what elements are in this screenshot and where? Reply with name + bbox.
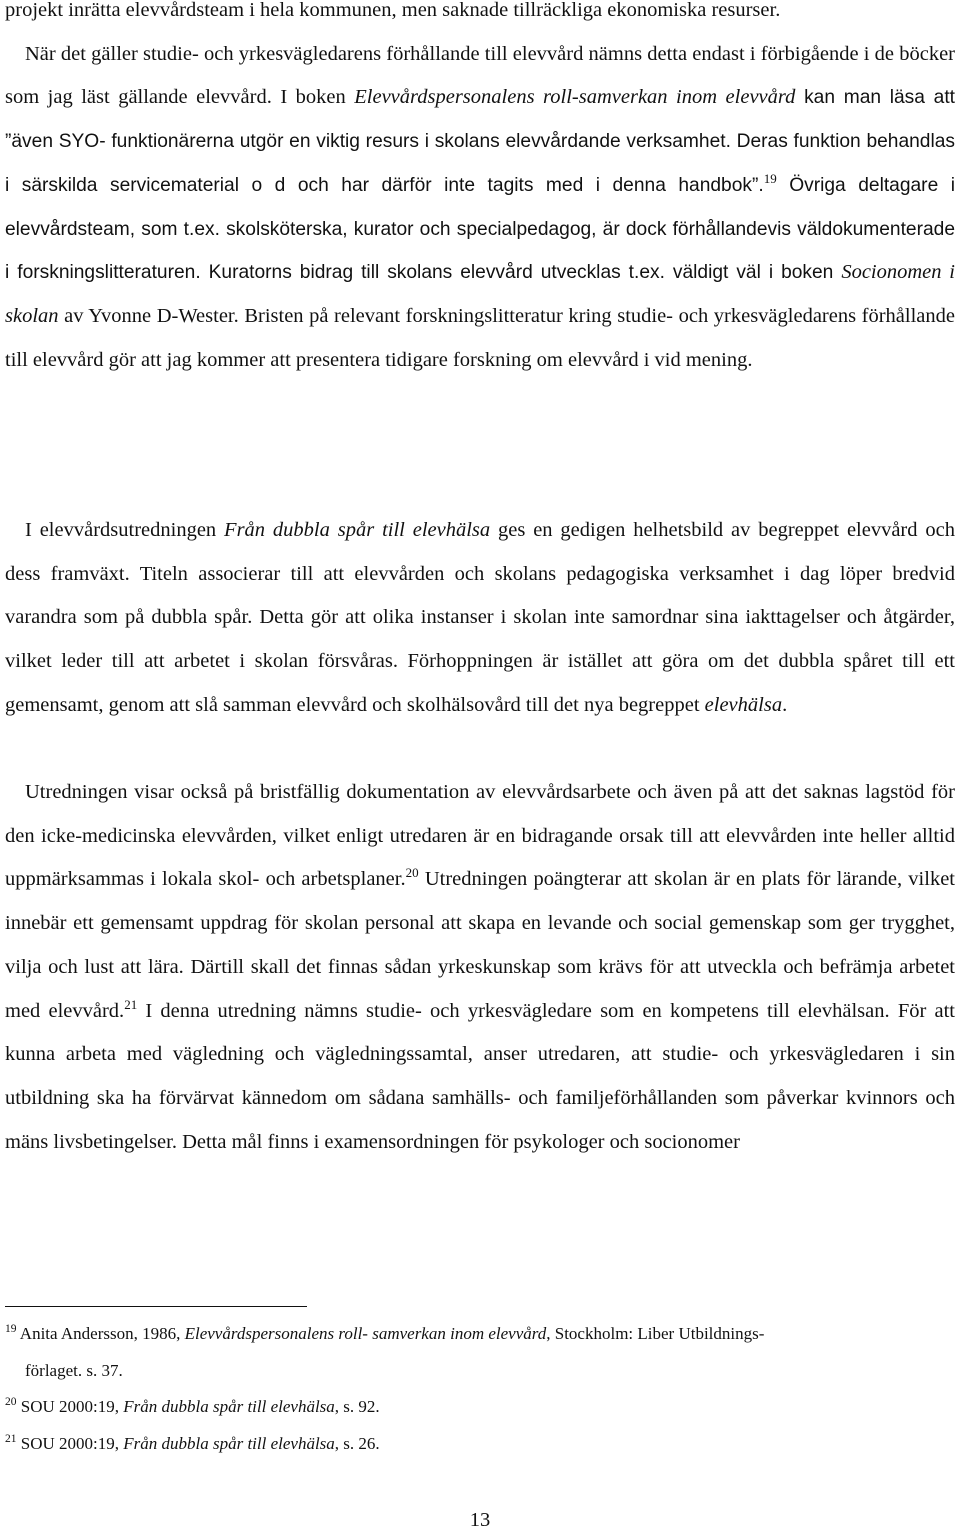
body-paragraph-1 (5, 0, 955, 382)
text-run: I denna utredning nämns studie- och yrkesvägledare som en kompetens till elevhälsan. För att kunna arbeta med vägledning och vägledningssamtal, anser utredaren, att studie- och yrkesvägledaren i sin utbildning ska ha förvärvat kännedom om sådana samhälls- och familjeförhållanden som påverkar kvinnors och mäns livsbetingelser. Detta mål finns i examensordningen för psykologer och socionomer (5, 999, 955, 1153)
text-run: SOU 2000:19, (16, 1433, 124, 1453)
body-paragraph-3 (5, 771, 955, 1164)
footnote-reference: 21 (124, 996, 138, 1012)
footnotes (5, 1316, 955, 1462)
footnote-reference: 19 (763, 170, 777, 186)
text-run: Utredningen visar också på bristfällig dokumentation av elevvårdsarbete och även på att det saknas lagstöd för den icke-medicinska elevvården, vilket enligt utredaren är en bidragande orsak till att elevvården inte heller alltid uppmärksammas i lokala skol- och arbetsplaner. (5, 781, 955, 891)
footnote-21 (5, 1426, 955, 1463)
footnote-separator (5, 1306, 307, 1307)
footnote-text (17, 1397, 380, 1416)
text-run: projekt inrätta elevvårdsteam i hela kommunen, men saknade tillräckliga ekonomiska resurser. (5, 0, 781, 21)
body-paragraph-2 (5, 509, 955, 728)
italic-title: Från dubbla spår till elevhälsa (224, 519, 491, 541)
text-run: kan man läsa att ”även SYO- funktionärerna utgör en viktig resurs i skolans elevvårdande verksamhet. Deras funktion behandlas i särskilda servicematerial o d och har därför inte tagits med i denna handbok”. (5, 87, 955, 196)
text-run: SOU 2000:19, (16, 1397, 124, 1416)
page-number: 13 (469, 1509, 491, 1531)
footnote-number: 20 (5, 1396, 17, 1408)
text-run: Övriga deltagare i elevvårdsteam, som t.ex. skolsköterska, kurator och specialpedagog, är dock förhållandevis väldokumenterade i forskningslitteraturen. Kuratorns bidrag till skolans elevvård utvecklas t.ex. väldigt väl i boken (5, 174, 956, 284)
text-run: I elevvårdsutredningen (25, 519, 225, 541)
text-run: av Yvonne D-Wester. Bristen på relevant forskningslitteratur kring studie- och yrkesvägledarens förhållande till elevvård gör att jag kommer att presentera tidigare forskning om elevvård i vid mening. (5, 304, 955, 371)
footnote-19 (5, 1316, 955, 1353)
text-run: ges en gedigen helhetsbild av begreppet elevvård och dess framväxt. Titeln associerar till att elevvården och skolans pedagogiska verksamhet i dag löper bredvid varandra som på dubbla spår. Detta gör att olika instanser i skolan inte samordnar sina iakttagelser och åtgärder, vilket leder till att arbetet i skolan försvåras. Förhoppningen är istället att göra om det dubbla spåret till ett gemensamt, genom att slå samman elevvård och skolhälsovård till det nya begreppet (5, 519, 955, 716)
text-run: Utredningen poängterar att skolan är en plats för lärande, vilket innebär ett gemensamt uppdrag för skolan personal att skapa en levande och social gemenskap som ger trygghet, vilja och lust att lära. Därtill skall det finnas sådan yrkeskunskap som krävs för att utveckla och befrämja arbetet med elevvård. (5, 868, 955, 1022)
text-run: Anita Andersson, 1986, (16, 1324, 185, 1343)
text-run: , s. 26. (334, 1433, 380, 1453)
footnote-number: 19 (5, 1323, 17, 1335)
italic-title: Elevvårdspersonalens roll- samverkan inom elevvård (184, 1324, 547, 1343)
footnote-reference: 20 (405, 865, 419, 881)
footnote-19-continuation: förlaget. s. 37. (25, 1360, 123, 1380)
italic-title: Från dubbla spår till elevhälsa (123, 1397, 335, 1416)
italic-title: Socionomen i skolan (5, 261, 955, 327)
italic-title: elevhälsa (704, 693, 783, 716)
footnote-number: 21 (5, 1432, 17, 1445)
footnote-text (17, 1434, 380, 1453)
footnote-text (17, 1324, 765, 1343)
italic-title: Från dubbla spår till elevhälsa (123, 1433, 335, 1453)
text-run: , Stockholm: Liber Utbildnings- (546, 1324, 765, 1343)
text-run: När det gäller studie- och yrkesvägledarens förhållande till elevvård nämns detta endast i förbigående i de böcker som jag läst gällande elevvård. I boken (5, 42, 955, 109)
italic-title: Elevvårdspersonalens roll-samverkan inom elevvård (354, 86, 796, 109)
footnote-20 (5, 1389, 955, 1426)
text-run: , s. 92. (334, 1397, 380, 1416)
text-run: . (782, 693, 788, 716)
